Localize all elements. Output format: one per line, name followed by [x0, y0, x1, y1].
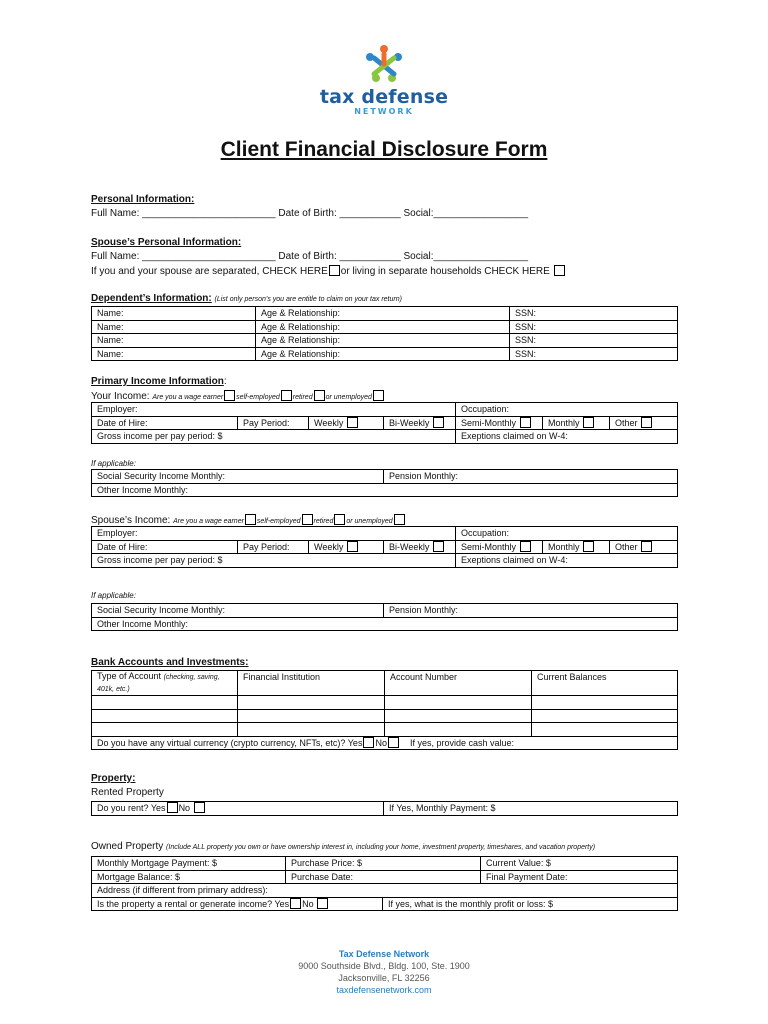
- property-heading: Property:: [91, 773, 136, 784]
- bank-table: [91, 670, 678, 750]
- spouse-biweekly-checkbox[interactable]: [433, 541, 444, 552]
- table-row: Name: Age & Relationship: SSN:: [92, 320, 678, 334]
- table-row: Name: Age & Relationship: SSN:: [92, 347, 678, 361]
- table-row: Date of Hire: Pay Period: Weekly Bi-Weekly Semi-Monthly Monthly Other: [92, 540, 678, 554]
- spouse-self-employed-checkbox[interactable]: [302, 514, 313, 525]
- table-row: Employer: Occupation:: [92, 527, 678, 541]
- if-applicable-label: If applicable:: [91, 459, 136, 468]
- biweekly-checkbox[interactable]: [433, 417, 444, 428]
- monthly-checkbox[interactable]: [583, 417, 594, 428]
- spouse-income-table: [91, 526, 678, 568]
- table-row: [92, 723, 678, 737]
- footer: [0, 948, 768, 996]
- separated-checkbox[interactable]: [329, 265, 340, 276]
- virtual-no-checkbox[interactable]: [388, 737, 399, 748]
- logo-wordmark: tax defense: [319, 86, 449, 108]
- spouse-if-applicable-label: If applicable:: [91, 591, 136, 600]
- table-row: Is the property a rental or generate income? Yes No If yes, what is the monthly profit or loss: $: [92, 897, 678, 911]
- semimonthly-checkbox[interactable]: [520, 417, 531, 428]
- other-checkbox[interactable]: [641, 417, 652, 428]
- owned-property-table: [91, 856, 678, 911]
- separate-household-label: or living in separate households CHECK HERE: [340, 266, 550, 277]
- table-row: Gross income per pay period: $ Exeptions claimed on W-4:: [92, 430, 678, 444]
- weekly-checkbox[interactable]: [347, 417, 358, 428]
- footer-address-1: 9000 Southside Blvd., Bldg. 100, Ste. 1900: [298, 961, 470, 971]
- spouse-other-income-table: [91, 603, 678, 631]
- table-row: Name: Age & Relationship: SSN:: [92, 307, 678, 321]
- spouse-wage-earner-checkbox[interactable]: [245, 514, 256, 525]
- wage-earner-checkbox[interactable]: [224, 390, 235, 401]
- table-row: [92, 696, 678, 710]
- spouse-retired-checkbox[interactable]: [334, 514, 345, 525]
- your-income-table: [91, 402, 678, 444]
- your-income-type: Your Income: Are you a wage earner self-employed retired or unemployed: [91, 390, 385, 402]
- spouse-unemployed-checkbox[interactable]: [394, 514, 405, 525]
- personal-fields[interactable]: Full Name: ________________________ Date of Birth: ___________ Social:_________________: [91, 208, 529, 219]
- personal-heading: Personal Information:: [91, 194, 195, 205]
- logo-subtitle: NETWORK: [354, 107, 414, 116]
- rental-yes-checkbox[interactable]: [290, 898, 301, 909]
- spouse-monthly-checkbox[interactable]: [583, 541, 594, 552]
- retired-checkbox[interactable]: [314, 390, 325, 401]
- footer-website-link[interactable]: taxdefensenetwork.com: [336, 985, 432, 995]
- table-row: Other Income Monthly:: [92, 617, 678, 631]
- form-title: Client Financial Disclosure Form: [220, 138, 548, 161]
- dependents-table: [91, 306, 678, 361]
- company-logo: [0, 44, 768, 117]
- spouse-semimonthly-checkbox[interactable]: [520, 541, 531, 552]
- primary-income-heading: Primary Income Information:: [91, 376, 227, 387]
- table-row: Mortgage Balance: $ Purchase Date: Final Payment Date:: [92, 870, 678, 884]
- virtual-yes-checkbox[interactable]: [363, 737, 374, 748]
- rented-property-label: Rented Property: [91, 787, 164, 798]
- self-employed-checkbox[interactable]: [281, 390, 292, 401]
- table-row: Social Security Income Monthly: Pension Monthly:: [92, 604, 678, 618]
- separate-household-checkbox[interactable]: [554, 265, 565, 276]
- table-row: Other Income Monthly:: [92, 483, 678, 497]
- rental-no-checkbox[interactable]: [317, 898, 328, 909]
- spouse-other-checkbox[interactable]: [641, 541, 652, 552]
- separated-label: If you and your spouse are separated, CHECK HERE: [91, 266, 328, 277]
- table-row: Name: Age & Relationship: SSN:: [92, 334, 678, 348]
- table-row: Type of Account (checking, saving, 401k, etc.) Financial Institution Account Number Current Balances: [92, 671, 678, 696]
- owned-property-heading: Owned Property (Include ALL property you own or have ownership interest in, including your home, investment property, timeshares, and vacation property): [91, 841, 596, 852]
- spouse-fields[interactable]: Full Name: ________________________ Date of Birth: ___________ Social:_________________: [91, 251, 529, 262]
- rent-table: [91, 801, 678, 816]
- table-row: Do you rent? Yes No If Yes, Monthly Payment: $: [92, 802, 678, 816]
- table-row: Employer: Occupation:: [92, 403, 678, 417]
- table-row: Monthly Mortgage Payment: $ Purchase Price: $ Current Value: $: [92, 857, 678, 871]
- footer-address-2: Jacksonville, FL 32256: [338, 973, 430, 983]
- table-row: Date of Hire: Pay Period: Weekly Bi-Weekly Semi-Monthly Monthly Other: [92, 416, 678, 430]
- people-logo-icon: [364, 44, 404, 84]
- your-other-income-table: [91, 469, 678, 497]
- dependents-note: (List only person’s you are entitle to claim on your tax return): [214, 296, 402, 303]
- spouse-income-type: Spouse’s Income: Are you a wage earner self-employed retired or unemployed: [91, 514, 406, 526]
- spouse-heading: Spouse’s Personal Information:: [91, 237, 242, 248]
- unemployed-checkbox[interactable]: [373, 390, 384, 401]
- table-row: Social Security Income Monthly: Pension Monthly:: [92, 470, 678, 484]
- table-row: Do you have any virtual currency (crypto currency, NFTs, etc)? Yes No If yes, provide cash value:: [92, 736, 678, 750]
- table-row: [92, 709, 678, 723]
- rent-no-checkbox[interactable]: [194, 802, 205, 813]
- dependents-heading: Dependent’s Information: (List only person’s you are entitle to claim on your tax return): [91, 293, 402, 304]
- spouse-weekly-checkbox[interactable]: [347, 541, 358, 552]
- bank-heading: Bank Accounts and Investments:: [91, 657, 249, 668]
- footer-company: Tax Defense Network: [338, 949, 430, 959]
- table-row: Address (if different from primary address):: [92, 884, 678, 898]
- separation-line: [91, 265, 566, 277]
- table-row: Gross income per pay period: $ Exeptions claimed on W-4:: [92, 554, 678, 568]
- rent-yes-checkbox[interactable]: [167, 802, 178, 813]
